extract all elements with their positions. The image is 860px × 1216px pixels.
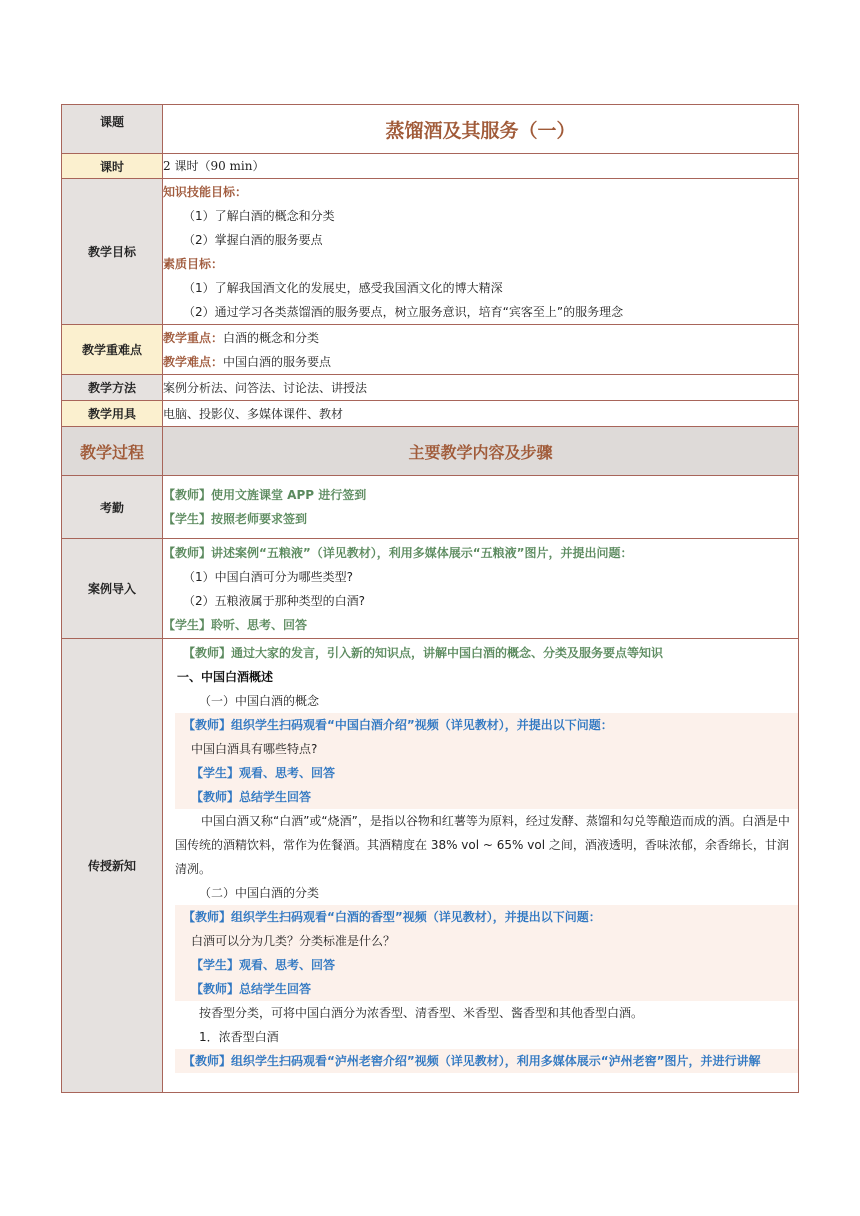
attendance-teacher: 【教师】使用文旌课堂 APP 进行签到 (163, 488, 367, 502)
quality-goal-2: （2）通过学习各类蒸馏酒的服务要点，树立服务意识，培育“宾客至上”的服务理念 (183, 304, 624, 319)
row-goals (62, 179, 799, 325)
attendance-content (163, 476, 799, 539)
row-teach (62, 639, 799, 1093)
hours-value: 2 课时（90 min） (163, 154, 799, 179)
row-tools (62, 401, 799, 427)
label-topic: 课题 (62, 105, 163, 154)
case-student: 【学生】聆听、思考、回答 (163, 617, 308, 632)
case-question-2: （2）五粮液属于那种类型的白酒? (183, 593, 366, 608)
lesson-title: 蒸馏酒及其服务（一） (163, 105, 799, 154)
teacher-step-2: 【教师】组织学生扫码观看“白酒的香型”视频（详见教材），并提出以下问题： (175, 905, 798, 929)
teacher-summary-2: 【教师】总结学生回答 (175, 977, 798, 1001)
process-heading: 主要教学内容及步骤 (163, 427, 799, 476)
keypoints-content (163, 325, 799, 375)
item-1: 1．浓香型白酒 (199, 1030, 279, 1044)
label-tools: 教学用具 (62, 401, 163, 427)
difficulty-value: 中国白酒的服务要点 (223, 354, 332, 369)
row-process (62, 427, 799, 476)
quality-goals-heading: 素质目标： (163, 256, 224, 271)
case-content (163, 539, 799, 639)
focus-label: 教学重点： (163, 330, 224, 345)
attendance-student: 【学生】按照老师要求签到 (163, 512, 308, 526)
row-case (62, 539, 799, 639)
label-keypoints: 教学重难点 (62, 325, 163, 375)
knowledge-goal-1: （1）了解白酒的概念和分类 (183, 208, 335, 223)
teach-intro: 【教师】通过大家的发言，引入新的知识点，讲解中国白酒的概念、分类及服务要点等知识 (183, 646, 664, 660)
teacher-step-1: 【教师】组织学生扫码观看“中国白酒介绍”视频（详见教材），并提出以下问题： (175, 713, 798, 737)
row-attendance (62, 476, 799, 539)
focus-value: 白酒的概念和分类 (223, 330, 320, 345)
case-teacher: 【教师】讲述案例“五粮液”（详见教材），利用多媒体展示“五粮液”图片，并提出问题： (163, 545, 633, 560)
knowledge-goal-2: （2）掌握白酒的服务要点 (183, 232, 323, 247)
student-step-1: 【学生】观看、思考、回答 (175, 761, 798, 785)
lesson-plan-table (61, 104, 799, 1093)
tools-value: 电脑、投影仪、多媒体课件、教材 (163, 401, 799, 427)
label-case: 案例导入 (62, 539, 163, 639)
label-attendance: 考勤 (62, 476, 163, 539)
knowledge-goals-heading: 知识技能目标： (163, 184, 248, 199)
row-hours (62, 154, 799, 179)
goals-content (163, 179, 799, 325)
label-hours: 课时 (62, 154, 163, 179)
method-value: 案例分析法、问答法、讨论法、讲授法 (163, 375, 799, 401)
question-2: 白酒可以分为几类？分类标准是什么？ (175, 929, 798, 953)
teach-content (163, 639, 799, 1093)
paragraph-classification: 按香型分类，可将中国白酒分为浓香型、清香型、米香型、酱香型和其他香型白酒。 (199, 1006, 644, 1020)
row-keypoints (62, 325, 799, 375)
label-goals: 教学目标 (62, 179, 163, 325)
case-question-1: （1）中国白酒可分为哪些类型? (183, 569, 354, 584)
label-method: 教学方法 (62, 375, 163, 401)
section-1-heading: 一、中国白酒概述 (177, 670, 274, 684)
quality-goal-1: （1）了解我国酒文化的发展史，感受我国酒文化的博大精深 (183, 280, 503, 295)
row-method (62, 375, 799, 401)
teacher-summary-1: 【教师】总结学生回答 (175, 785, 798, 809)
subsection-1: （一）中国白酒的概念 (199, 694, 320, 708)
subsection-2: （二）中国白酒的分类 (199, 886, 320, 900)
question-1: 中国白酒具有哪些特点? (175, 737, 798, 761)
row-topic (62, 105, 799, 154)
paragraph-concept: 中国白酒又称“白酒”或“烧酒”，是指以谷物和红薯等为原料，经过发酵、蒸馏和勾兑等酿造而成的酒。白酒是中国传统的酒精饮料，常作为佐餐酒。其酒精度在 38% vol ~ 65% vol 之间，酒液透明，香味浓郁，余香绵长，甘润清冽。 (175, 814, 790, 876)
teacher-step-3: 【教师】组织学生扫码观看“泸州老窖介绍”视频（详见教材），利用多媒体展示“泸州老窖”图片，并进行讲解 (175, 1049, 798, 1073)
difficulty-label: 教学难点： (163, 354, 224, 369)
label-process: 教学过程 (62, 427, 163, 476)
label-teach: 传授新知 (62, 639, 163, 1093)
student-step-2: 【学生】观看、思考、回答 (175, 953, 798, 977)
